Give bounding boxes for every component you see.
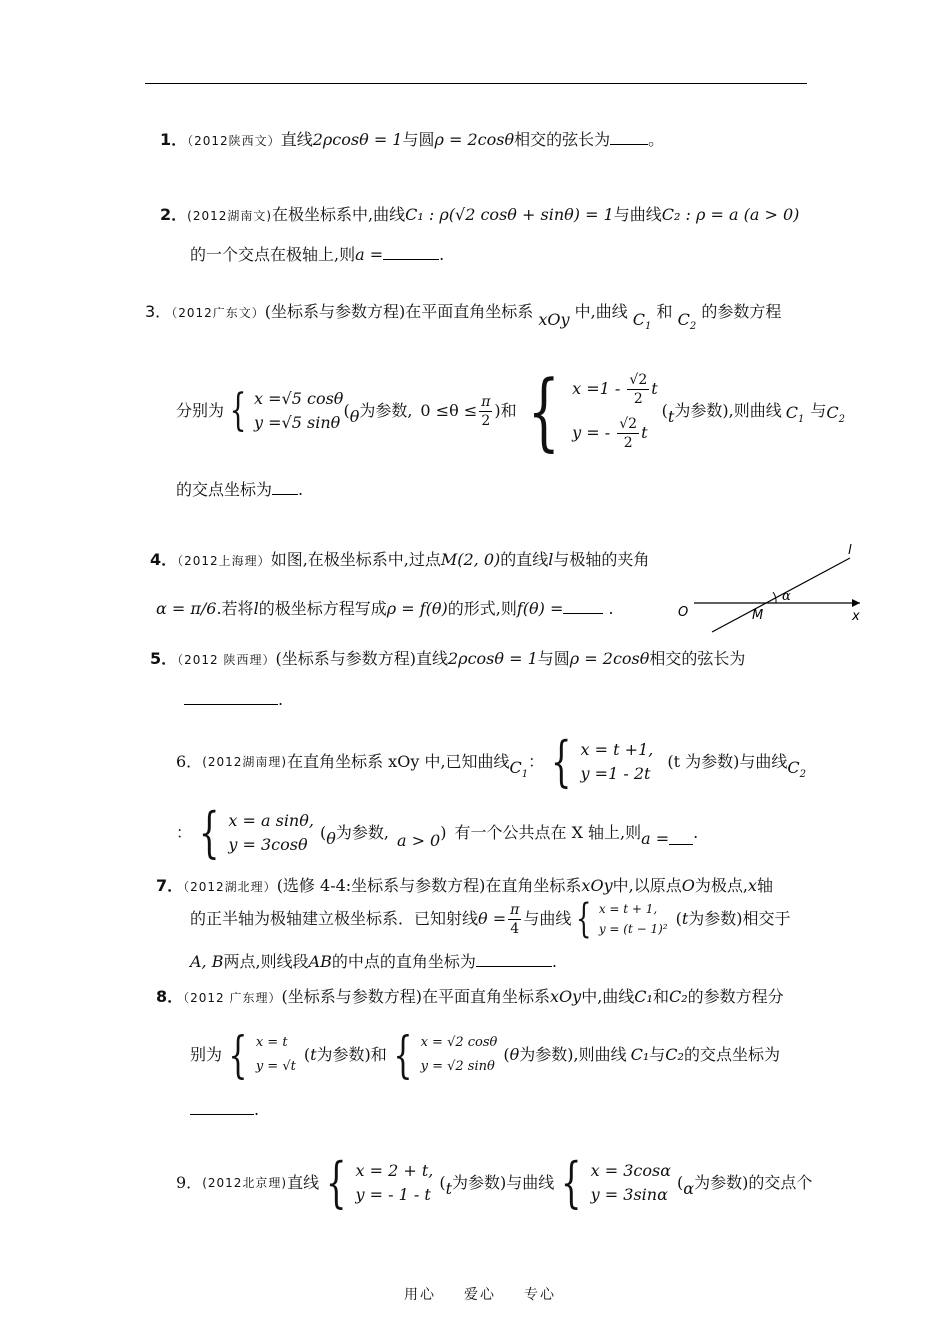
fraction bbox=[508, 901, 521, 938]
math: a = bbox=[355, 245, 384, 264]
equation: x = √2 cosθ bbox=[420, 1035, 498, 1050]
text: 的正半轴为极轴建立极坐标系．已知射线 bbox=[190, 909, 479, 928]
problem-number: 5． bbox=[150, 649, 178, 668]
equation-system bbox=[319, 1151, 434, 1214]
curve-c2: $C_2$ bbox=[677, 310, 697, 333]
text: 的一个交点在极轴上,则 bbox=[190, 245, 356, 264]
curve-c1: $C_1$ bbox=[632, 310, 652, 333]
math: θ bbox=[349, 407, 360, 426]
text: 为参数, bbox=[359, 401, 413, 420]
answer-blank[interactable] bbox=[476, 952, 552, 967]
text: ( bbox=[439, 1173, 446, 1192]
math: f(θ) = bbox=[516, 599, 564, 618]
answer-blank[interactable] bbox=[610, 130, 648, 145]
math: C₂ bbox=[665, 1045, 684, 1064]
equation: x = 3cosα bbox=[590, 1161, 672, 1180]
math: t bbox=[641, 423, 648, 442]
text: . bbox=[551, 952, 557, 971]
polar-figure bbox=[672, 540, 872, 640]
text: ： bbox=[528, 752, 545, 771]
footer-text: 专心 bbox=[524, 1287, 556, 1303]
text: 两点,则线段 bbox=[223, 952, 309, 971]
equation: x =√5 cosθ bbox=[254, 389, 344, 408]
equation-rows bbox=[228, 809, 314, 857]
equation-rows bbox=[254, 387, 343, 435]
equation: x = t bbox=[255, 1035, 288, 1050]
text: . bbox=[254, 1100, 260, 1119]
curve-letter: C bbox=[677, 310, 690, 329]
text: 的参数方程分 bbox=[687, 987, 784, 1006]
equation: x = 2 + t, bbox=[355, 1161, 434, 1180]
curve-c2: $C_2$ bbox=[787, 758, 806, 781]
math: 2ρcosθ = 1 bbox=[312, 130, 403, 149]
fraction bbox=[617, 415, 639, 452]
denominator: 2 bbox=[481, 412, 491, 429]
math: A, B bbox=[190, 952, 224, 971]
text: 的交点坐标为 bbox=[176, 480, 273, 499]
curve-c1: $C_1$ bbox=[785, 403, 805, 426]
text: 的直线 bbox=[500, 550, 549, 569]
numerator: π bbox=[510, 901, 520, 918]
text: 为参数)相交于 bbox=[688, 909, 791, 928]
text: 中,以原点 bbox=[612, 876, 682, 895]
math: a > 0 bbox=[396, 831, 441, 850]
text: 为参数)的交点个 bbox=[694, 1173, 813, 1192]
text: ( bbox=[343, 401, 350, 420]
equation bbox=[572, 367, 658, 411]
math: C₂ : ρ = a (a > 0) bbox=[661, 205, 800, 224]
answer-blank[interactable] bbox=[184, 690, 278, 705]
angle-arc bbox=[773, 592, 776, 603]
problem-4-line2 bbox=[156, 597, 614, 621]
curve-letter: C bbox=[826, 403, 839, 423]
math: xOy bbox=[581, 876, 613, 895]
curve-letter: C bbox=[509, 758, 522, 778]
math: ρ = f(θ) bbox=[386, 599, 448, 618]
text: 中,曲线 bbox=[581, 987, 635, 1006]
math: a = bbox=[641, 829, 670, 848]
brace: { bbox=[551, 730, 572, 793]
numerator: √2 bbox=[629, 372, 648, 388]
math: x bbox=[747, 876, 757, 895]
problem-source: （2012 陕西理） bbox=[177, 653, 276, 667]
problem-2 bbox=[160, 203, 799, 228]
problem-7-line3 bbox=[190, 950, 557, 974]
problem-number: 8． bbox=[156, 987, 184, 1006]
text: 相交的弦长为 bbox=[514, 130, 611, 149]
equation-rows bbox=[355, 1159, 433, 1207]
equation-system bbox=[517, 362, 658, 460]
equation bbox=[572, 411, 658, 455]
problem-number: 3． bbox=[145, 302, 172, 321]
text: 的交点坐标为 bbox=[683, 1045, 780, 1064]
text: 相交的弦长为 bbox=[649, 649, 746, 668]
text: 与曲线 bbox=[523, 909, 572, 928]
text: ( bbox=[661, 401, 668, 420]
denominator: 4 bbox=[510, 920, 520, 937]
math: x =1 - bbox=[572, 379, 626, 398]
label-x: x bbox=[852, 609, 860, 624]
label-l: l bbox=[848, 543, 852, 558]
fraction bbox=[479, 393, 492, 430]
equation-rows bbox=[591, 1159, 671, 1207]
text: . bbox=[298, 480, 304, 499]
problem-6 bbox=[176, 730, 806, 793]
equation-rows bbox=[256, 1031, 296, 1079]
problem-source: （2012湖北理） bbox=[183, 880, 277, 894]
text: 和 bbox=[656, 302, 673, 321]
math: ρ = 2cosθ bbox=[434, 130, 515, 149]
text: ( bbox=[303, 1045, 311, 1064]
problem-2-line2 bbox=[190, 243, 444, 267]
text: (t 为参数)与曲线 bbox=[667, 752, 788, 771]
text: . bbox=[439, 245, 445, 264]
equation: x = t + 1, bbox=[598, 902, 658, 916]
problem-8-line3 bbox=[190, 1098, 259, 1122]
equation-system bbox=[387, 1026, 498, 1084]
numerator: √2 bbox=[619, 416, 638, 432]
equation: y =1 - 2t bbox=[580, 764, 651, 783]
problem-8-line2 bbox=[190, 1026, 780, 1084]
text: (坐标系与参数方程)在平面直角坐标系 bbox=[264, 302, 534, 321]
brace: { bbox=[198, 801, 220, 864]
text: 为极点, bbox=[694, 876, 748, 895]
text: (选修 4-4:坐标系与参数方程)在直角坐标系 bbox=[276, 876, 582, 895]
math: θ bbox=[509, 1045, 520, 1064]
math: θ bbox=[326, 829, 336, 848]
math: t bbox=[445, 1179, 453, 1198]
label-point-m: M bbox=[752, 608, 764, 623]
text: ) bbox=[440, 823, 447, 842]
text: ： bbox=[176, 823, 193, 842]
text: 和 bbox=[652, 987, 669, 1006]
text: )和 bbox=[494, 401, 517, 420]
problem-source: (2012北京理) bbox=[202, 1176, 288, 1190]
math: y = - bbox=[572, 423, 616, 442]
answer-blank[interactable] bbox=[272, 480, 298, 495]
header-rule bbox=[145, 83, 807, 84]
text: 与极轴的夹角 bbox=[553, 550, 650, 569]
answer-blank[interactable] bbox=[383, 245, 439, 260]
footer-text: 爱心 bbox=[464, 1287, 496, 1303]
math: α bbox=[683, 1179, 695, 1198]
math: t bbox=[310, 1045, 317, 1064]
text: ( bbox=[503, 1045, 510, 1064]
brace: { bbox=[527, 362, 560, 460]
equation-system bbox=[192, 801, 314, 864]
text: 在直角坐标系 xOy 中,已知曲线 bbox=[287, 752, 510, 771]
math: xOy bbox=[538, 310, 570, 329]
text: . bbox=[278, 690, 284, 709]
math: AB bbox=[308, 952, 332, 971]
math: C₁ bbox=[630, 1045, 650, 1064]
text: . bbox=[608, 599, 614, 618]
text: (坐标系与参数方程)在平面直角坐标系 bbox=[281, 987, 550, 1006]
text: (坐标系与参数方程)直线 bbox=[275, 649, 448, 668]
equation: y = (t − 1)² bbox=[598, 922, 668, 936]
text: 。 bbox=[648, 130, 665, 149]
numerator: π bbox=[481, 393, 491, 410]
text: 与圆 bbox=[537, 649, 570, 668]
text: 为参数, bbox=[335, 823, 389, 842]
brace: { bbox=[228, 1026, 248, 1084]
brace: { bbox=[325, 1151, 347, 1214]
text: 的极坐标方程写成 bbox=[258, 599, 387, 618]
text: 的参数方程 bbox=[701, 302, 782, 321]
equation-system bbox=[224, 387, 343, 435]
text: 在极坐标系中,曲线 bbox=[272, 205, 406, 224]
problem-number: 1． bbox=[160, 130, 188, 149]
footer-text: 用心 bbox=[404, 1287, 436, 1303]
problem-5 bbox=[150, 647, 745, 672]
curve-letter: C bbox=[632, 310, 646, 329]
curve-letter: C bbox=[785, 403, 798, 423]
problem-source: (2012湖南文) bbox=[187, 209, 273, 223]
math: C₁ bbox=[634, 987, 653, 1006]
problem-number: 7． bbox=[156, 876, 184, 895]
text: 与圆 bbox=[402, 130, 435, 149]
math: ρ = 2cosθ bbox=[569, 649, 650, 668]
equation: x = a sinθ, bbox=[228, 811, 314, 830]
problem-source: （2012上海理） bbox=[177, 554, 271, 568]
math: θ = bbox=[478, 909, 507, 928]
answer-blank[interactable] bbox=[669, 830, 693, 845]
text: 为参数)与曲线 bbox=[452, 1173, 555, 1192]
equation-rows bbox=[421, 1031, 498, 1079]
text: .若将 bbox=[216, 599, 254, 618]
text: 中,曲线 bbox=[574, 302, 628, 321]
equation-system bbox=[544, 730, 654, 793]
equation-system bbox=[571, 896, 668, 942]
problem-1 bbox=[160, 128, 664, 153]
text: 分别为 bbox=[176, 401, 225, 420]
problem-number: 6． bbox=[176, 752, 203, 771]
text: 为参数),则曲线 bbox=[674, 401, 782, 420]
answer-blank[interactable] bbox=[563, 599, 603, 614]
equation: y = √2 sinθ bbox=[420, 1059, 495, 1074]
text: ( bbox=[675, 909, 682, 928]
math: t bbox=[667, 407, 675, 426]
text: 的中点的直角坐标为 bbox=[331, 952, 476, 971]
answer-blank[interactable] bbox=[190, 1100, 254, 1115]
text: ( bbox=[319, 823, 327, 842]
fraction bbox=[627, 371, 649, 408]
text: 直线 bbox=[287, 1173, 320, 1192]
equation-system bbox=[554, 1151, 672, 1214]
text: 的形式,则 bbox=[447, 599, 517, 618]
problem-3-line3 bbox=[176, 478, 303, 502]
page-footer bbox=[404, 1284, 584, 1304]
text: . bbox=[693, 823, 699, 842]
equation: y =√5 sinθ bbox=[254, 413, 341, 432]
problem-6-line2 bbox=[176, 801, 699, 864]
math: C₁ : ρ(√2 cosθ + sinθ) = 1 bbox=[405, 205, 614, 224]
problem-4 bbox=[150, 548, 649, 573]
problem-number: 9． bbox=[176, 1173, 203, 1192]
math: 0 ≤θ ≤ bbox=[420, 401, 478, 420]
math: C₂ bbox=[668, 987, 688, 1006]
text: 如图,在极坐标系中,过点 bbox=[270, 550, 441, 569]
curve-c1: $C_1$ bbox=[509, 758, 529, 781]
problem-3 bbox=[145, 300, 781, 331]
problem-number: 4． bbox=[150, 550, 178, 569]
text: 轴 bbox=[756, 876, 773, 895]
text: 与 bbox=[649, 1045, 666, 1064]
equation: y = - 1 - t bbox=[355, 1185, 431, 1204]
curve-letter: C bbox=[787, 758, 800, 778]
math: α = π/6 bbox=[156, 599, 217, 618]
denominator: 2 bbox=[633, 391, 643, 407]
text: ( bbox=[677, 1173, 684, 1192]
text: 与曲线 bbox=[613, 205, 662, 224]
brace: { bbox=[561, 1151, 582, 1214]
problem-source: (2012湖南理) bbox=[202, 755, 288, 769]
line-l bbox=[712, 558, 850, 632]
text: 别为 bbox=[190, 1045, 223, 1064]
equation-rows bbox=[572, 367, 658, 455]
problem-source: （2012陕西文） bbox=[187, 134, 281, 148]
math: t bbox=[681, 909, 689, 928]
math: l bbox=[548, 550, 554, 569]
text: 直线 bbox=[280, 130, 313, 149]
equation-rows bbox=[581, 738, 654, 786]
equation: y = 3cosθ bbox=[228, 835, 308, 854]
equation: y = 3sinα bbox=[590, 1185, 668, 1204]
label-origin: O bbox=[678, 605, 689, 620]
brace: { bbox=[229, 385, 247, 436]
brace: { bbox=[576, 896, 592, 942]
text: 为参数)和 bbox=[316, 1045, 387, 1064]
math: O bbox=[681, 876, 695, 895]
math: xOy bbox=[550, 987, 582, 1006]
text: 为参数),则曲线 bbox=[519, 1045, 627, 1064]
axis-arrow bbox=[852, 599, 860, 607]
problem-7-line2 bbox=[190, 896, 791, 942]
math: l bbox=[253, 599, 259, 618]
problem-9 bbox=[176, 1151, 813, 1214]
math: 2ρcosθ = 1 bbox=[448, 649, 538, 668]
math: t bbox=[651, 379, 658, 398]
text: 与 bbox=[810, 401, 827, 420]
math: M(2, 0) bbox=[440, 550, 501, 569]
text: 有一个公共点在 X 轴上,则 bbox=[454, 823, 642, 842]
equation: y = √t bbox=[255, 1059, 296, 1074]
problem-5-line2 bbox=[184, 688, 283, 712]
problem-7 bbox=[156, 874, 773, 899]
equation-rows bbox=[599, 899, 668, 939]
label-alpha: α bbox=[782, 589, 791, 604]
equation: x = t +1, bbox=[580, 740, 654, 759]
problem-8 bbox=[156, 985, 784, 1010]
denominator: 2 bbox=[623, 435, 633, 451]
problem-number: 2． bbox=[160, 205, 188, 224]
problem-source: （2012 广东理） bbox=[183, 991, 282, 1005]
equation-system bbox=[222, 1026, 296, 1084]
curve-c2: $C_2$ bbox=[826, 403, 845, 426]
problem-source: （2012广东文） bbox=[171, 306, 265, 320]
problem-3-line2 bbox=[176, 356, 845, 466]
brace: { bbox=[393, 1026, 413, 1084]
